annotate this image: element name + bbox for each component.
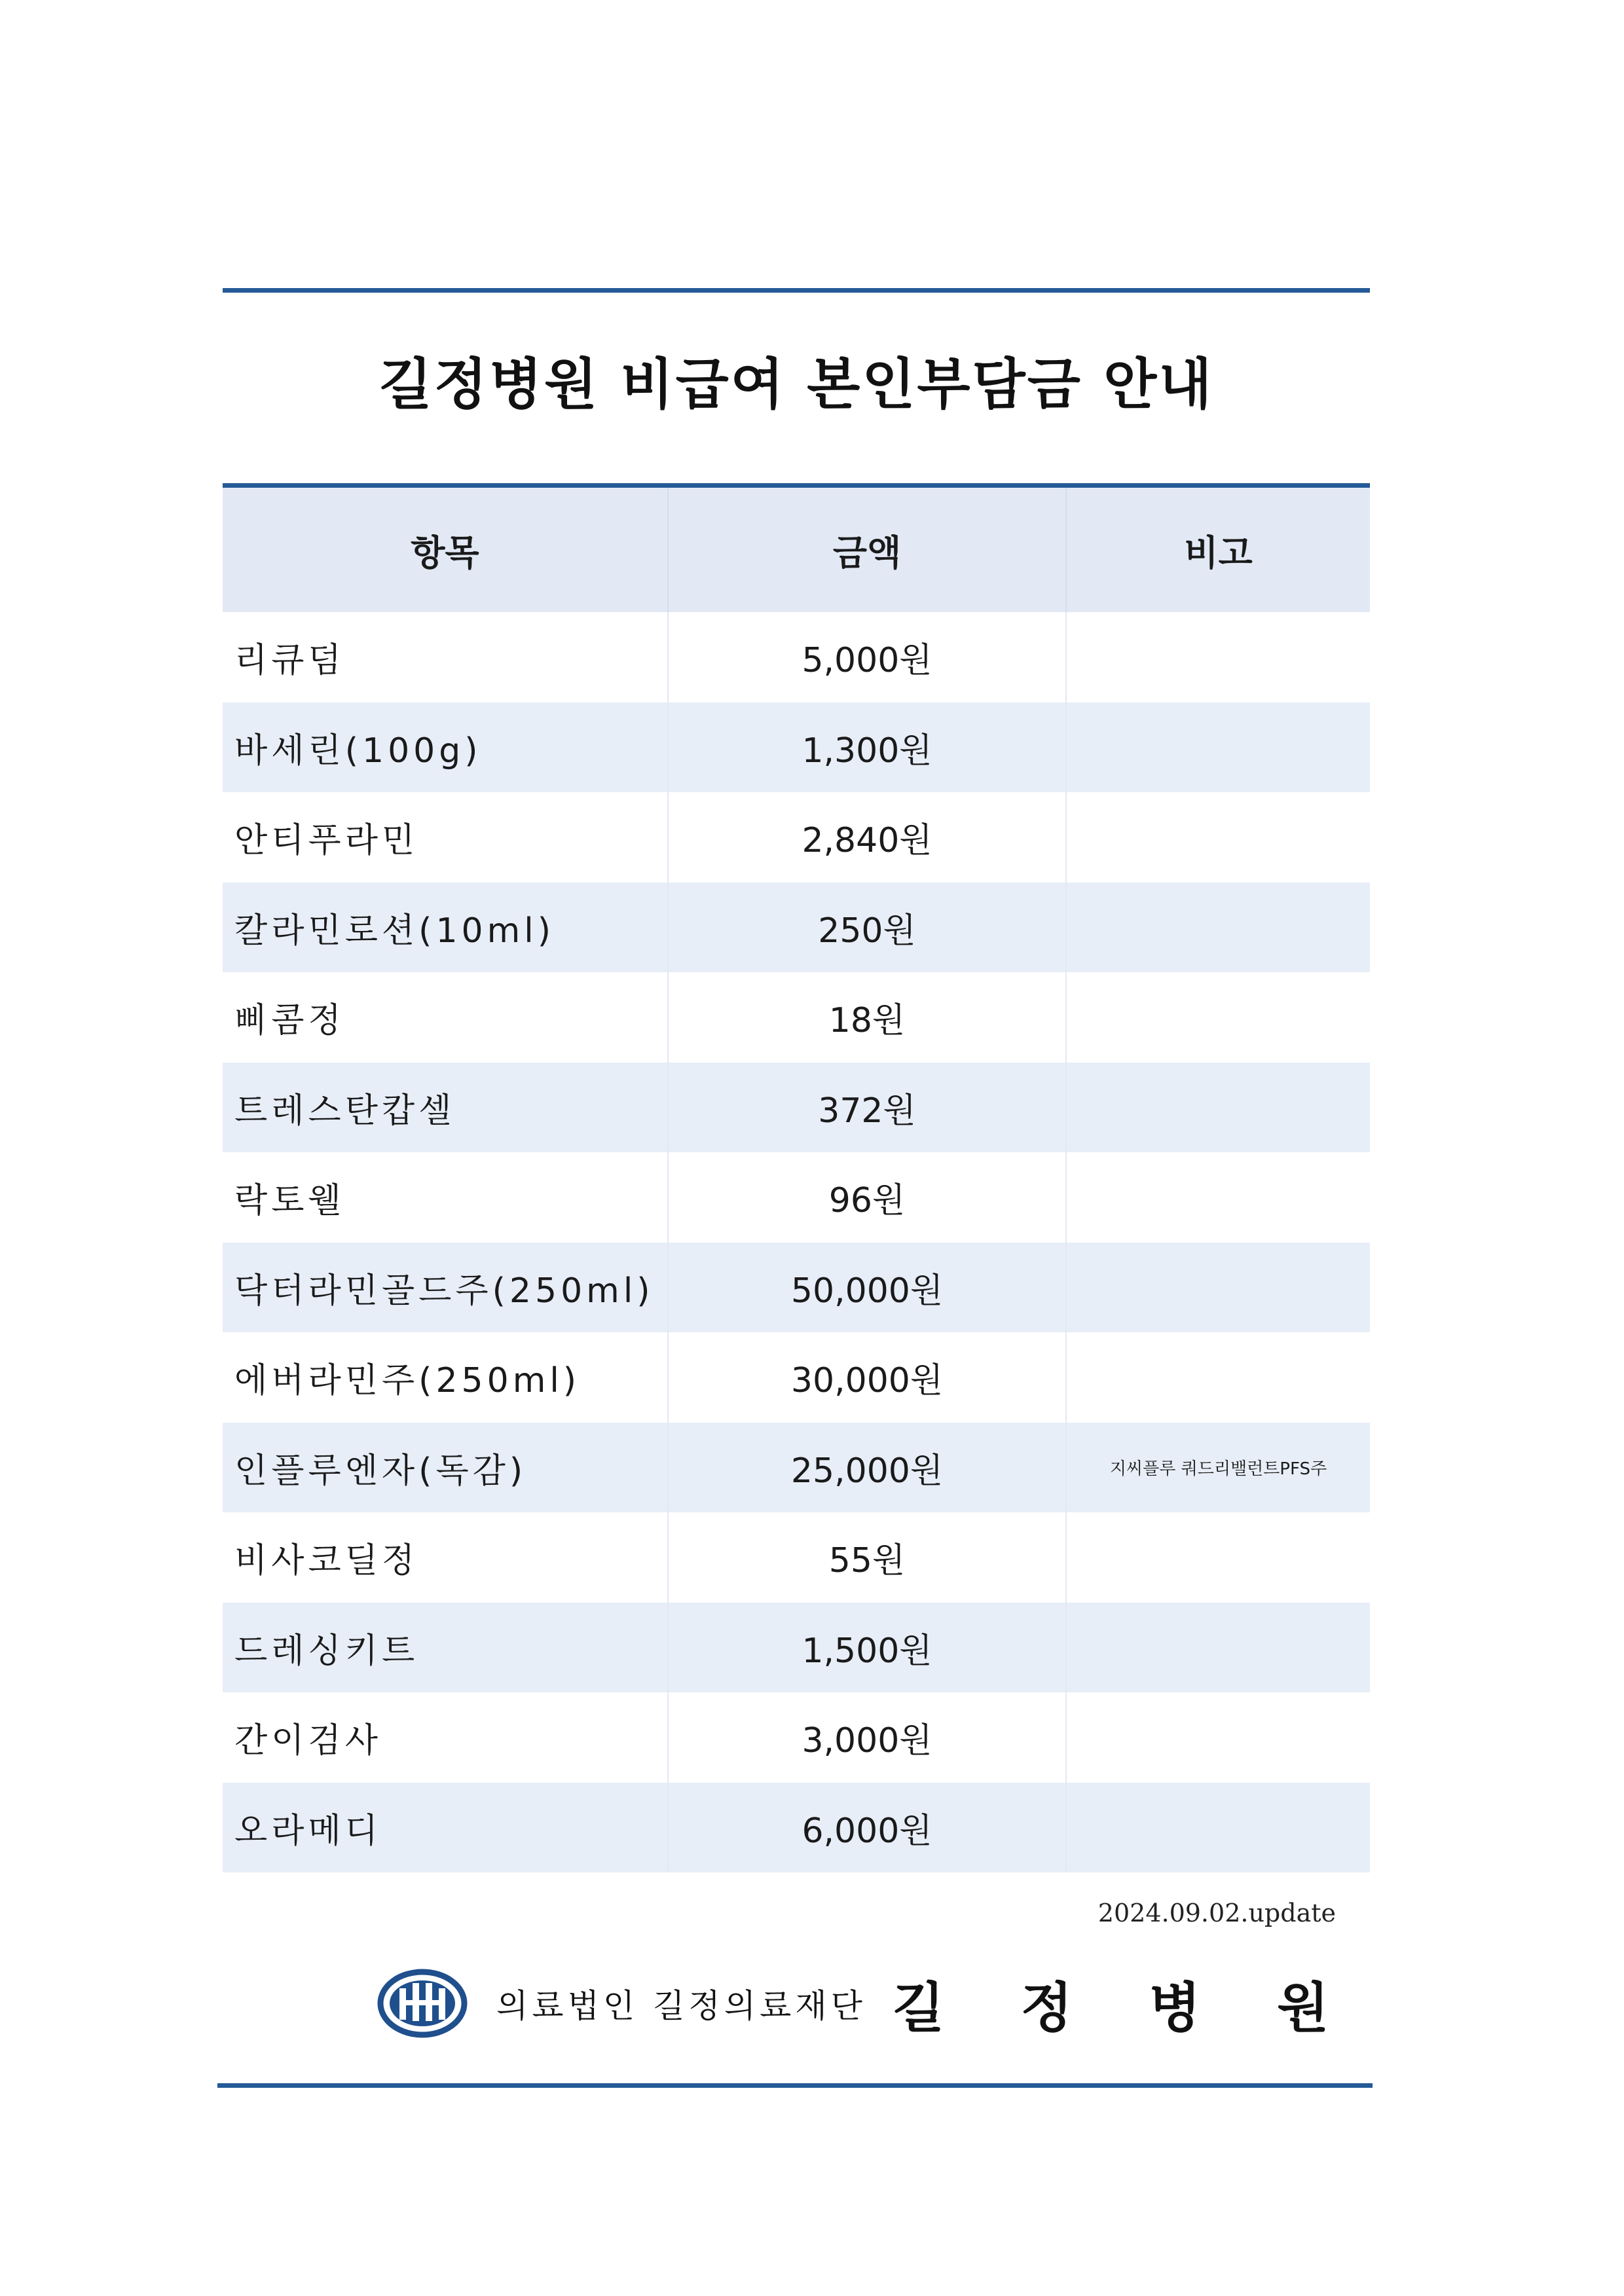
item-name: 락토웰 xyxy=(223,1152,668,1243)
item-note xyxy=(1066,1063,1370,1153)
foundation-name: 의료법인 길정의료재단 xyxy=(496,1987,866,2025)
header-item: 항목 xyxy=(223,488,668,612)
item-amount: 30,000원 xyxy=(668,1332,1066,1423)
item-name: 인플루엔자(독감) xyxy=(223,1423,668,1513)
table-row xyxy=(223,702,1370,793)
table-row xyxy=(223,972,1370,1063)
table-row xyxy=(223,1512,1370,1603)
hospital-name: 길 정 병 원 xyxy=(892,1977,1358,2039)
item-name: 삐콤정 xyxy=(223,972,668,1063)
item-amount: 250원 xyxy=(668,883,1066,973)
item-note: 지씨플루 쿼드리밸런트PFS주 xyxy=(1066,1423,1370,1513)
item-name: 오라메디 xyxy=(223,1783,668,1873)
item-note xyxy=(1066,1692,1370,1783)
table-row xyxy=(223,1692,1370,1783)
header-note: 비고 xyxy=(1066,488,1370,612)
bottom-divider xyxy=(217,2083,1373,2088)
item-amount: 55원 xyxy=(668,1512,1066,1603)
item-amount: 50,000원 xyxy=(668,1243,1066,1333)
item-name: 트레스탄캅셀 xyxy=(223,1063,668,1153)
item-note xyxy=(1066,792,1370,883)
table-header-row xyxy=(223,488,1370,612)
item-name: 칼라민로션(10ml) xyxy=(223,883,668,973)
item-note xyxy=(1066,702,1370,793)
item-amount: 25,000원 xyxy=(668,1423,1066,1513)
item-amount: 5,000원 xyxy=(668,612,1066,702)
item-name: 닥터라민골드주(250ml) xyxy=(223,1243,668,1333)
item-amount: 372원 xyxy=(668,1063,1066,1153)
item-note xyxy=(1066,1243,1370,1333)
item-name: 간이검사 xyxy=(223,1692,668,1783)
page-title: 길정병원 비급여 본인부담금 안내 xyxy=(378,352,1214,416)
table-row xyxy=(223,1423,1370,1513)
table-row xyxy=(223,1152,1370,1243)
item-name: 비사코딜정 xyxy=(223,1512,668,1603)
item-amount: 1,500원 xyxy=(668,1603,1066,1693)
item-name: 에버라민주(250ml) xyxy=(223,1332,668,1423)
item-note xyxy=(1066,612,1370,702)
item-note xyxy=(1066,1152,1370,1243)
table-row xyxy=(223,1243,1370,1333)
item-amount: 1,300원 xyxy=(668,702,1066,793)
table-row xyxy=(223,883,1370,973)
item-amount: 2,840원 xyxy=(668,792,1066,883)
item-amount: 18원 xyxy=(668,972,1066,1063)
item-note xyxy=(1066,1512,1370,1603)
footer xyxy=(377,1958,1357,2049)
table-row xyxy=(223,792,1370,883)
item-amount: 6,000원 xyxy=(668,1783,1066,1873)
item-note xyxy=(1066,1783,1370,1873)
hospital-logo-icon xyxy=(377,1969,468,2038)
item-name: 바세린(100g) xyxy=(223,702,668,793)
table-top-divider xyxy=(223,483,1370,488)
item-name: 드레싱키트 xyxy=(223,1603,668,1693)
header-amount: 금액 xyxy=(668,488,1066,612)
item-note xyxy=(1066,883,1370,973)
table-row xyxy=(223,1332,1370,1423)
item-amount: 3,000원 xyxy=(668,1692,1066,1783)
update-date: 2024.09.02.update xyxy=(1098,1899,1336,1927)
item-name: 안티푸라민 xyxy=(223,792,668,883)
item-note xyxy=(1066,1332,1370,1423)
table-row xyxy=(223,1063,1370,1153)
table-row xyxy=(223,1603,1370,1693)
item-amount: 96원 xyxy=(668,1152,1066,1243)
item-note xyxy=(1066,1603,1370,1693)
table-row xyxy=(223,612,1370,702)
item-note xyxy=(1066,972,1370,1063)
table-row xyxy=(223,1783,1370,1873)
table-body xyxy=(223,612,1370,1872)
item-name: 리큐덤 xyxy=(223,612,668,702)
price-table xyxy=(223,488,1370,1872)
top-divider xyxy=(223,288,1370,293)
